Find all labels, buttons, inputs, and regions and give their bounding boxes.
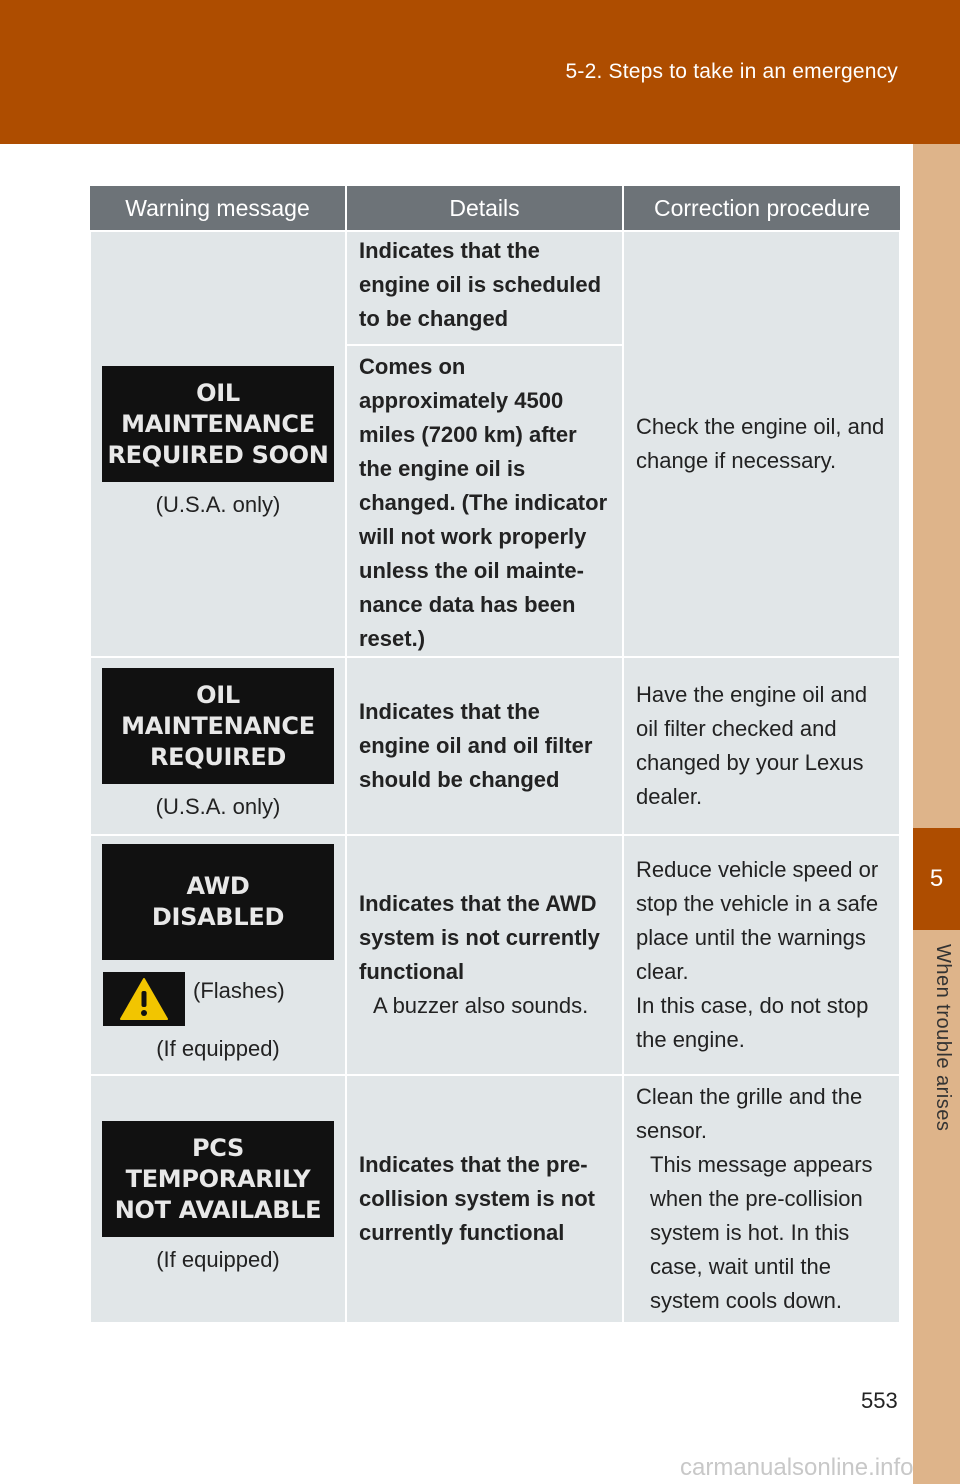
awd-disabled-display: AWD DISABLED [102,844,334,960]
table-row [90,835,900,1075]
correction-text: Reduce vehicle speed or stop the vehicle in a safe place until the warnings clear. [636,857,879,984]
details-cell: Indicates that the pre-collision system is not currently functional [346,1075,623,1323]
flashes-label: (Flashes) [193,978,285,1003]
details-cell: Indicates that the engine oil is scheduled to be changed [346,231,623,345]
details-extra: A buzzer also sounds. [373,993,589,1018]
flash-row [101,972,335,1026]
side-tab [913,144,960,1484]
correction-cell: Have the engine oil and oil filter checked and changed by your Lexus dealer. [623,657,900,835]
header-correction: Correction procedure [623,186,900,231]
table-header-row [90,186,900,231]
equipment-note: (If equipped) [156,1036,280,1061]
table-row [90,1075,900,1323]
watermark: carmanualsonline.info [680,1454,914,1481]
region-note: (U.S.A. only) [155,492,281,517]
header-details: Details [346,186,623,231]
warning-message-cell [90,835,346,1075]
oil-maintenance-soon-display: OIL MAINTENANCE REQUIRED SOON [102,366,334,482]
details-cell: Indicates that the engine oil and oil filter should be changed [346,657,623,835]
warning-table [89,186,901,1324]
correction-cell [623,835,900,1075]
warning-message-cell [90,657,346,835]
header-bar [0,0,960,144]
correction-cell [623,1075,900,1323]
page-number: 553 [861,1388,898,1413]
header-warning-message: Warning message [90,186,346,231]
warning-message-cell [90,231,346,657]
table-row [90,231,900,345]
warning-message-cell [90,1075,346,1323]
equipment-note: (If equipped) [156,1247,280,1272]
details-cell [346,835,623,1075]
pcs-not-available-display: PCS TEMPORARILY NOT AVAILABLE [102,1121,334,1237]
correction-text: Clean the grille and the sensor. [636,1084,863,1143]
correction-cell: Check the engine oil, and change if necessary. [623,231,900,657]
chapter-number: 5 [913,828,960,930]
warning-triangle-icon [119,977,169,1021]
correction-extra: In this case, do not stop the engine. [636,993,869,1052]
table-row [90,657,900,835]
details-cell: Comes on approximately 4500 miles (7200 km) after the engine oil is changed. (The indicator will not work properly unless the oil mainte-nance data has been reset.) [346,345,623,657]
chapter-title: When trouble arises [932,944,954,1132]
oil-maintenance-required-display: OIL MAINTENANCE REQUIRED [102,668,334,784]
section-title: 5-2. Steps to take in an emergency [565,60,898,83]
correction-extra: This message appears when the pre-collision system is hot. In this case, wait until the system cools down. [650,1152,873,1313]
master-warning-icon [103,972,185,1026]
details-text: Indicates that the AWD system is not currently functional [359,891,600,984]
region-note: (U.S.A. only) [155,794,281,819]
